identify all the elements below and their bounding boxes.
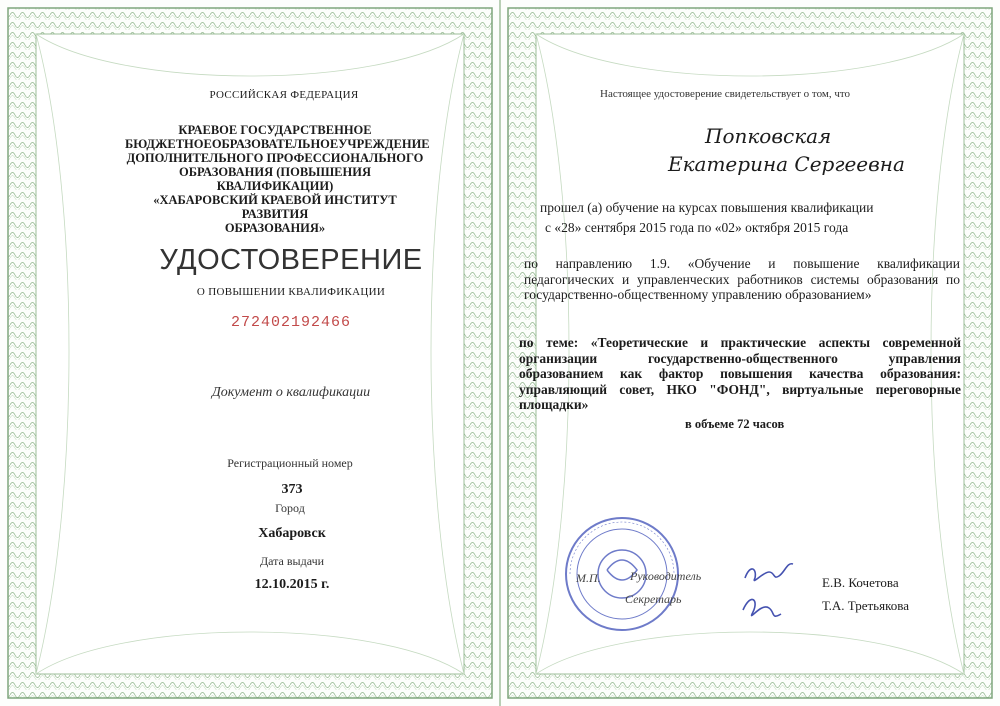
completed-line-1: прошел (а) обучение на курсах повышения квалификации xyxy=(540,200,874,215)
topic-block xyxy=(519,335,961,413)
institution-line: БЮДЖЕТНОЕОБРАЗОВАТЕЛЬНОЕУЧРЕЖДЕНИЕ xyxy=(125,137,430,151)
city-value: Хабаровск xyxy=(258,526,326,541)
recipient-given-names: Екатерина Сергеевна xyxy=(668,152,905,176)
head-label: Руководитель xyxy=(630,569,702,583)
completed-line-2: с «28» сентября 2015 года по «02» октября 2015 года xyxy=(545,220,849,235)
issue-date-label: Дата выдачи xyxy=(259,554,325,568)
right-page xyxy=(500,0,1000,706)
direction-line: государственно-общественному управлению образованием» xyxy=(524,287,872,302)
topic-line: организации государственно-общественного управления xyxy=(519,350,961,366)
document-subtitle: О ПОВЫШЕНИИ КВАЛИФИКАЦИИ xyxy=(196,286,386,298)
country-label: РОССИЙСКАЯ ФЕДЕРАЦИЯ xyxy=(209,89,359,101)
document-title: УДОСТОВЕРЕНИЕ xyxy=(159,244,423,276)
topic-line: образованием как фактор повышения качества образования: xyxy=(519,366,961,381)
institution-line: «ХАБАРОВСКИЙ КРАЕВОЙ ИНСТИТУТ РАЗВИТИЯ xyxy=(153,193,397,221)
stamp-label: М.П. xyxy=(576,571,601,585)
institution-line: ОБРАЗОВАНИЯ (ПОВЫШЕНИЯ КВАЛИФИКАЦИИ) xyxy=(179,165,371,193)
institution-name xyxy=(125,123,430,235)
institution-line: КРАЕВОЕ ГОСУДАРСТВЕННОЕ xyxy=(178,123,372,137)
direction-line: педагогических и управленческих работников системы образования по xyxy=(524,271,960,287)
signatory-2: Т.А. Третьякова xyxy=(822,598,909,613)
signatory-1: Е.В. Кочетова xyxy=(822,575,899,590)
secretary-label: Секретарь xyxy=(625,592,682,606)
serial-number: 272402192466 xyxy=(230,314,352,331)
topic-line: площадки» xyxy=(519,397,589,412)
intro-text: Настоящее удостоверение свидетельствует о том, что xyxy=(600,88,851,100)
document-type: Документ о квалификации xyxy=(211,385,371,400)
course-volume: в объеме 72 часов xyxy=(685,417,785,431)
city-label: Город xyxy=(275,501,305,515)
recipient-surname: Попковская xyxy=(705,124,832,148)
reg-number: 373 xyxy=(281,482,303,497)
topic-line: по теме: «Теоретические и практические аспекты современной xyxy=(519,335,961,350)
direction-line: по направлению 1.9. «Обучение и повышение квалификации xyxy=(524,256,960,271)
direction-block xyxy=(524,256,960,303)
topic-line: управляющий совет, НКО "ФОНД", виртуальные переговорные xyxy=(519,381,961,397)
issue-date: 12.10.2015 г. xyxy=(254,577,330,592)
reg-number-label: Регистрационный номер xyxy=(227,456,353,470)
institution-line: ДОПОЛНИТЕЛЬНОГО ПРОФЕССИОНАЛЬНОГО xyxy=(126,151,424,165)
institution-line: ОБРАЗОВАНИЯ» xyxy=(224,221,326,235)
